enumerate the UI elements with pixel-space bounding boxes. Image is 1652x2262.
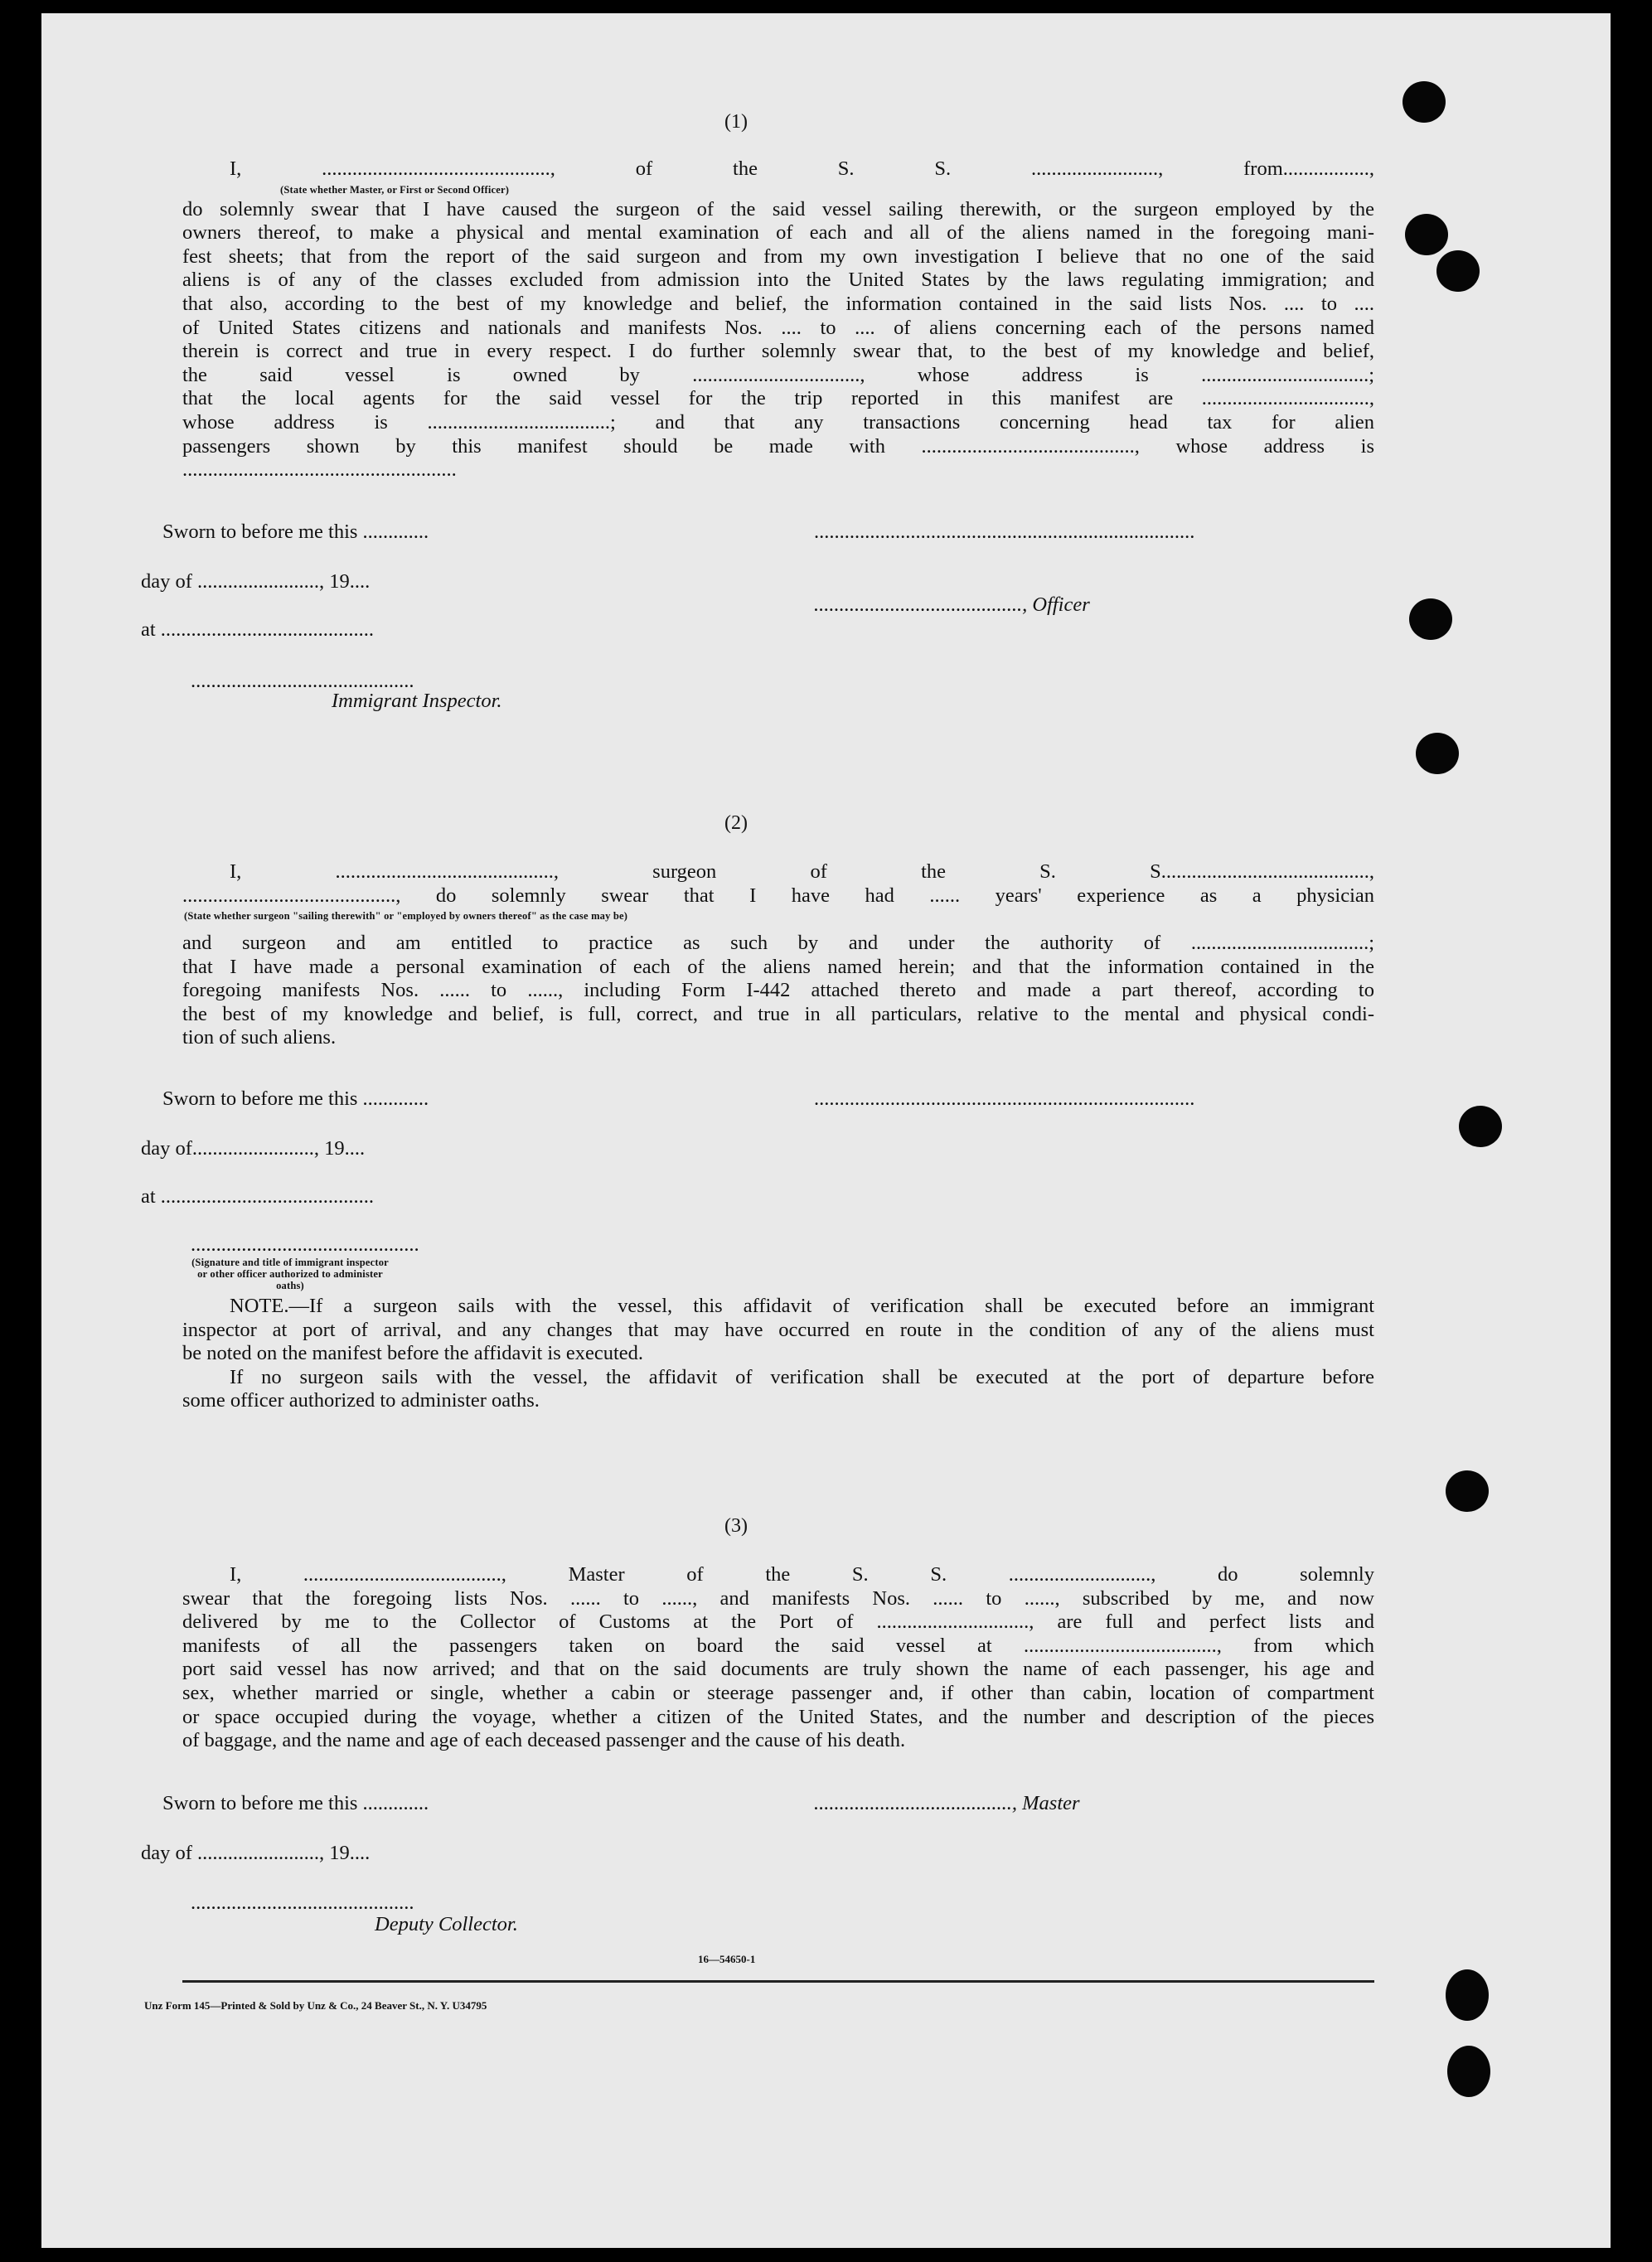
binder-hole	[1446, 1470, 1489, 1512]
sworn-line: Sworn to before me this .............	[162, 521, 429, 543]
section-2-note	[182, 1295, 1374, 1413]
oath-line: manifests of all the passengers taken on board the said vessel at ......................................, from which	[182, 1634, 1374, 1657]
sworn-line: Sworn to before me this .............	[162, 1087, 429, 1110]
note-line: If no surgeon sails with the vessel, the affidavit of verification shall be executed at the port of departure before	[230, 1365, 1374, 1388]
oath-line: whose address is ....................................; and that any transactions concerning head tax for alien	[182, 410, 1374, 434]
note-line: be noted on the manifest before the affidavit is executed.	[182, 1342, 644, 1365]
section-2-heading: (2)	[724, 812, 748, 834]
oath-line: passengers shown by this manifest should be made with .........................................., whose address is	[182, 434, 1374, 458]
footer-rule	[182, 1980, 1374, 1983]
oath-line: therein is correct and true in every respect. I do further solemnly swear that, to the best of my knowledge and belief,	[182, 340, 1374, 363]
oath-line: owners thereof, to make a physical and mental examination of each and all of the aliens named in the foregoing mani-	[182, 221, 1374, 245]
form-page	[41, 13, 1611, 2248]
day-line: day of ........................, 19....	[141, 1842, 371, 1864]
oath-line: the best of my knowledge and belief, is full, correct, and true in all particulars, relative to the mental and physical condi-	[182, 1002, 1374, 1025]
collector-title: Deputy Collector.	[375, 1913, 518, 1935]
section-3-heading: (3)	[724, 1515, 748, 1537]
at-line: at ..........................................	[141, 1185, 375, 1208]
binder-hole	[1405, 214, 1448, 255]
oath-line: I, ............................................., of the S. S. ........................., from.................,	[230, 157, 1374, 180]
surgeon-type-note: (State whether surgeon "sailing therewith" or "employed by owners thereof" as the case may be)	[184, 910, 628, 922]
oath-line: sex, whether married or single, whether a cabin or steerage passenger and, if other than cabin, location of compartment	[182, 1681, 1374, 1704]
oath-line: that also, according to the best of my knowledge and belief, the information contained in the said lists Nos. .... to ....	[182, 292, 1374, 315]
oath-line: or space occupied during the voyage, whether a citizen of the United States, and the number and description of the pieces	[182, 1705, 1374, 1728]
day-line: day of ........................, 19....	[141, 570, 371, 593]
collector-signature-line: ............................................	[191, 1891, 414, 1914]
section-3-oath	[182, 1563, 1374, 1753]
oath-line: swear that the foregoing lists Nos. ...... to ......, and manifests Nos. ...... to ......, subscribed by me, and now	[182, 1586, 1374, 1610]
oath-line: aliens is of any of the classes excluded from admission into the United States by the laws regulating immigration; and	[182, 269, 1374, 292]
section-1-heading: (1)	[724, 111, 748, 133]
day-line: day of........................, 19....	[141, 1137, 366, 1160]
master-signature: ......................................., Master	[814, 1792, 1080, 1814]
note-line: inspector at port of arrival, and any changes that may have occurred en route in the condition of any of the aliens must	[182, 1318, 1374, 1341]
oath-line: port said vessel has now arrived; and that on the said documents are truly shown the name of each passenger, his age and	[182, 1658, 1374, 1681]
oath-line: fest sheets; that from the report of the said surgeon and from my own investigation I believe that no one of the said	[182, 245, 1374, 268]
form-number: 16—54650-1	[698, 1953, 756, 1965]
at-line: at ..........................................	[141, 618, 375, 641]
printer-credit: Unz Form 145—Printed & Sold by Unz & Co., 24 Beaver St., N. Y. U34795	[144, 1999, 487, 2012]
binder-hole	[1459, 1106, 1502, 1147]
sworn-line: Sworn to before me this .............	[162, 1792, 429, 1814]
oath-line: of United States citizens and nationals and manifests Nos. .... to .... of aliens concerning each of the persons named	[182, 316, 1374, 339]
oath-line: delivered by me to the Collector of Customs at the Port of .............................., are full and perfect lists and	[182, 1611, 1374, 1634]
section-2-oath	[182, 860, 1374, 908]
section-1-oath	[182, 157, 1374, 482]
oath-line: that I have made a personal examination of each of the aliens named herein; and that the information contained in the	[182, 955, 1374, 978]
inspector-signature-line: .............................................	[191, 1233, 419, 1256]
oath-line: tion of such aliens.	[182, 1026, 337, 1049]
oath-line: of baggage, and the name and age of each deceased passenger and the cause of his death.	[182, 1729, 906, 1752]
officer-rank-note: (State whether Master, or First or Second Officer)	[280, 184, 510, 196]
oath-line: .........................................., do solemnly swear that I have had ...... years' experience as a physician	[182, 884, 1374, 907]
signature-line: ...........................................................................	[814, 521, 1195, 543]
section-2-oath-body	[182, 932, 1374, 1050]
note-line: NOTE.—If a surgeon sails with the vessel, this affidavit of verification shall be executed before an immigrant	[230, 1295, 1374, 1317]
oath-line: and surgeon and am entitled to practice as such by and under the authority of ...................................;	[182, 932, 1374, 954]
binder-hole	[1416, 733, 1459, 774]
oath-line: that the local agents for the said vessel for the trip reported in this manifest are .................................,	[182, 387, 1374, 410]
oath-line: do solemnly swear that I have caused the surgeon of the said vessel sailing therewith, or the surgeon employed by the	[182, 197, 1374, 220]
oath-line: I, ......................................., Master of the S. S. ............................, do solemnly	[230, 1563, 1374, 1586]
binder-hole	[1409, 598, 1452, 640]
binder-hole	[1403, 81, 1446, 123]
binder-hole	[1446, 1969, 1489, 2021]
signature-note: (Signature and title of immigrant inspector or other officer authorized to administer oaths)	[191, 1257, 389, 1291]
oath-line: the said vessel is owned by ................................., whose address is .................................;	[182, 363, 1374, 386]
oath-line: foregoing manifests Nos. ...... to ......, including Form I-442 attached thereto and made a part thereof, according to	[182, 979, 1374, 1002]
note-line: some officer authorized to administer oaths.	[182, 1389, 540, 1412]
oath-line: ......................................................	[182, 458, 457, 482]
inspector-signature-line: ............................................	[191, 670, 414, 692]
inspector-title: Immigrant Inspector.	[332, 690, 502, 712]
officer-signature: ........................................., Officer	[814, 593, 1090, 616]
binder-hole	[1447, 2046, 1490, 2097]
binder-hole	[1436, 250, 1480, 292]
signature-line: ...........................................................................	[814, 1087, 1195, 1110]
oath-line: I, ..........................................., surgeon of the S. S.........................................,	[230, 860, 1374, 883]
